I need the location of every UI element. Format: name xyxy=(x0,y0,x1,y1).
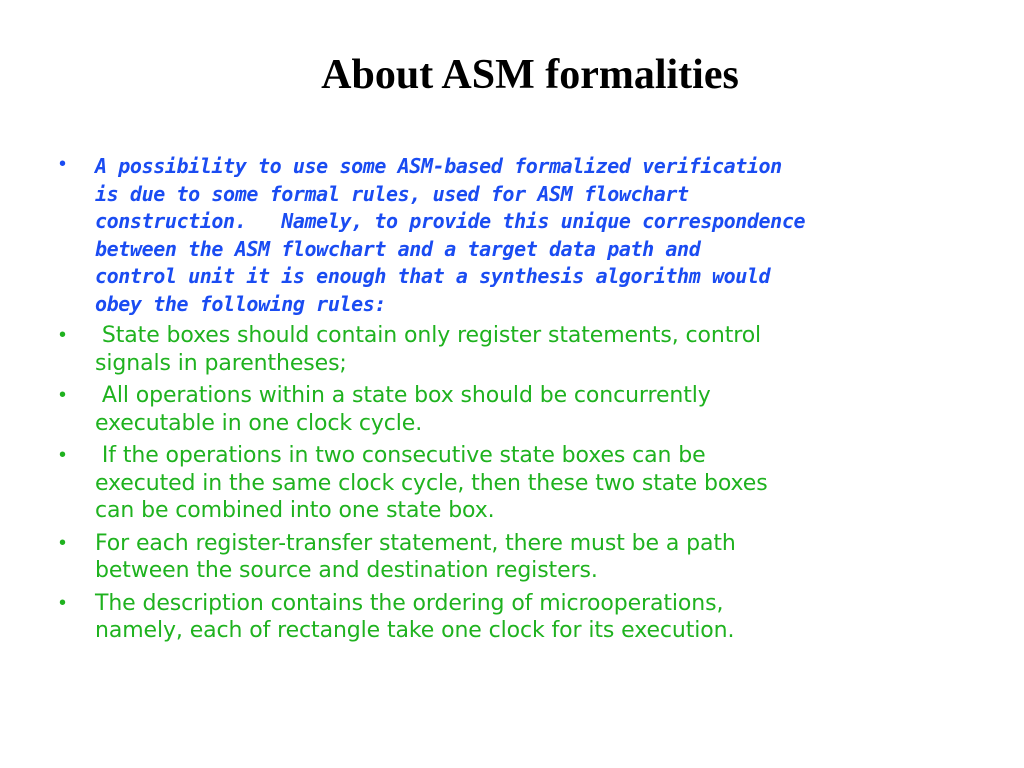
bullet-3-line-2: executable in one clock cycle. xyxy=(95,410,423,436)
bullet-marker: • xyxy=(59,153,67,175)
bullet-2-line-2: signals in parentheses; xyxy=(95,350,347,376)
bullet-text-1 xyxy=(95,153,970,318)
bullet-marker: • xyxy=(59,324,67,346)
bullet-marker: • xyxy=(59,531,67,554)
slide-title: About ASM formalities xyxy=(321,52,739,98)
bullet-1-line-2: is due to some formal rules, used for ASM flowchart xyxy=(95,181,689,206)
bullet-item-3 xyxy=(55,382,970,437)
bullet-1-line-6: obey the following rules: xyxy=(95,291,387,316)
bullet-4-line-2: executed in the same clock cycle, then these two state boxes xyxy=(95,470,768,496)
bullet-text-3 xyxy=(95,382,970,437)
bullet-5-line-2: between the source and destination registers. xyxy=(95,558,598,583)
bullet-text-4 xyxy=(95,442,970,525)
bullet-6-line-1: The description contains the ordering of microoperations, xyxy=(95,590,724,616)
bullet-item-4 xyxy=(55,442,970,525)
bullet-marker: • xyxy=(59,444,67,466)
bullet-list xyxy=(55,153,970,650)
bullet-marker: • xyxy=(59,384,67,406)
bullet-4-line-1: If the operations in two consecutive state boxes can be xyxy=(95,443,706,468)
bullet-marker: • xyxy=(59,591,67,614)
bullet-item-6 xyxy=(55,590,970,645)
bullet-item-2 xyxy=(55,322,970,377)
bullet-3-line-1: All operations within a state box should be concurrently xyxy=(95,383,711,408)
bullet-text-6 xyxy=(95,590,970,645)
bullet-item-5 xyxy=(55,530,970,585)
bullet-text-5 xyxy=(95,530,970,585)
bullet-text-2 xyxy=(95,322,970,377)
bullet-1-line-1: A possibility to use some ASM-based formalized verification xyxy=(95,154,782,178)
bullet-4-line-3: can be combined into one state box. xyxy=(95,498,495,523)
bullet-1-line-4: between the ASM flowchart and a target data path and xyxy=(95,236,701,261)
bullet-item-1 xyxy=(55,153,970,318)
bullet-2-line-1: State boxes should contain only register statements, control xyxy=(95,323,762,348)
bullet-5-line-1: For each register-transfer statement, there must be a path xyxy=(95,530,736,556)
bullet-1-line-5: control unit it is enough that a synthesis algorithm would xyxy=(95,264,771,288)
bullet-1-line-3: construction. Namely, to provide this unique correspondence xyxy=(95,209,806,233)
bullet-6-line-2: namely, each of rectangle take one clock for its execution. xyxy=(95,618,735,643)
